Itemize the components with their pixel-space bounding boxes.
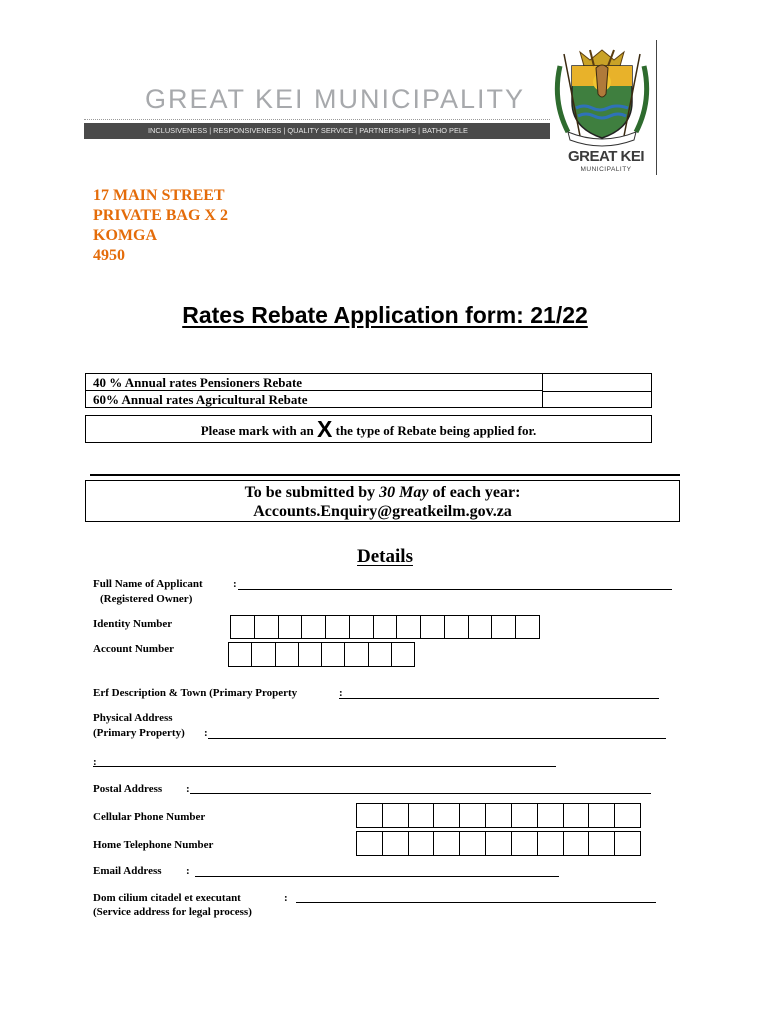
full-name-label: Full Name of Applicant (93, 578, 203, 590)
character-box[interactable] (469, 616, 493, 638)
erf-description-field[interactable] (339, 698, 659, 699)
account-number-label: Account Number (93, 643, 174, 655)
character-box[interactable] (392, 643, 415, 666)
character-box[interactable] (255, 616, 279, 638)
identity-number-label: Identity Number (93, 618, 173, 630)
domicilium-sublabel: (Service address for legal process) (93, 906, 252, 918)
character-box[interactable] (383, 804, 409, 827)
submission-deadline: To be submitted by 30 May of each year: (244, 484, 521, 501)
email-address-colon: : (186, 865, 190, 877)
physical-address-continued-colon: : (93, 756, 97, 768)
character-box[interactable] (409, 832, 435, 855)
domicilium-label: Dom cilium citadel et executant (93, 892, 241, 904)
character-box[interactable] (231, 616, 255, 638)
character-box[interactable] (445, 616, 469, 638)
physical-address-label: Physical Address (93, 712, 173, 724)
full-name-colon: : (233, 578, 237, 590)
character-box[interactable] (322, 643, 345, 666)
character-box[interactable] (589, 832, 615, 855)
character-box[interactable] (252, 643, 275, 666)
section-divider (90, 474, 680, 476)
character-box[interactable] (369, 643, 392, 666)
full-name-field[interactable] (238, 589, 672, 590)
full-name-sublabel: (Registered Owner) (100, 593, 193, 605)
character-box[interactable] (492, 616, 516, 638)
character-box[interactable] (512, 804, 538, 827)
domicilium-field[interactable] (296, 902, 656, 903)
postal-address-colon: : (186, 783, 190, 795)
character-box[interactable] (357, 804, 383, 827)
details-heading: Details (357, 546, 413, 567)
address-line-4: 4950 (93, 247, 125, 264)
coat-of-arms-icon (550, 46, 654, 150)
character-box[interactable] (302, 616, 326, 638)
rebate-option-agricultural: 60% Annual rates Agricultural Rebate (86, 391, 543, 408)
character-box[interactable] (538, 804, 564, 827)
character-box[interactable] (589, 804, 615, 827)
physical-address-field[interactable] (208, 738, 666, 739)
account-number-field[interactable] (228, 642, 415, 667)
character-box[interactable] (538, 832, 564, 855)
form-title: Rates Rebate Application form: 21/22 (182, 302, 588, 328)
rebate-option-pensioners: 40 % Annual rates Pensioners Rebate (86, 374, 543, 391)
character-box[interactable] (345, 643, 368, 666)
logo-subtitle: MUNICIPALITY (580, 166, 632, 173)
character-box[interactable] (326, 616, 350, 638)
rebate-options-table (85, 373, 652, 408)
erf-description-label: Erf Description & Town (Primary Property (93, 687, 298, 699)
erf-colon: : (339, 687, 343, 699)
character-box[interactable] (374, 616, 398, 638)
character-box[interactable] (299, 643, 322, 666)
character-box[interactable] (383, 832, 409, 855)
character-box[interactable] (615, 832, 641, 855)
character-box[interactable] (512, 832, 538, 855)
character-box[interactable] (516, 616, 540, 638)
character-box[interactable] (276, 643, 299, 666)
rebate-checkbox-agricultural[interactable] (543, 391, 651, 408)
submission-box (85, 480, 680, 522)
character-box[interactable] (350, 616, 374, 638)
title-divider (84, 119, 550, 120)
character-box[interactable] (434, 804, 460, 827)
physical-address-line-2-field[interactable] (93, 766, 556, 767)
character-box[interactable] (409, 804, 435, 827)
email-address-label: Email Address (93, 865, 162, 877)
postal-address-block (93, 186, 228, 266)
logo-name: GREAT KEI (567, 148, 645, 165)
address-line-1: 17 MAIN STREET (93, 187, 225, 204)
character-box[interactable] (397, 616, 421, 638)
address-line-2: PRIVATE BAG X 2 (93, 207, 228, 224)
municipality-logo (546, 40, 657, 175)
character-box[interactable] (564, 832, 590, 855)
submission-email: Accounts.Enquiry@greatkeilm.gov.za (253, 503, 512, 520)
physical-address-sublabel: (Primary Property) (93, 727, 185, 739)
character-box[interactable] (564, 804, 590, 827)
character-box[interactable] (615, 804, 641, 827)
rebate-checkbox-pensioners[interactable] (543, 374, 651, 392)
character-box[interactable] (357, 832, 383, 855)
cellular-phone-label: Cellular Phone Number (93, 811, 206, 823)
identity-number-field[interactable] (230, 615, 540, 639)
character-box[interactable] (460, 804, 486, 827)
character-box[interactable] (279, 616, 303, 638)
municipality-title: GREAT KEI MUNICIPALITY (145, 84, 526, 114)
instruction-box (85, 415, 652, 443)
address-line-3: KOMGA (93, 227, 157, 244)
instruction-text-after: the type of Rebate being applied for. (332, 423, 537, 438)
instruction-mark: X (317, 416, 333, 442)
tagline-bar: INCLUSIVENESS | RESPONSIVENESS | QUALITY SERVICE | PARTNERSHIPS | BATHO PELE (84, 123, 550, 139)
email-address-field[interactable] (195, 876, 559, 877)
character-box[interactable] (460, 832, 486, 855)
domicilium-colon: : (284, 892, 288, 904)
character-box[interactable] (486, 804, 512, 827)
physical-address-colon: : (204, 727, 208, 739)
postal-address-label: Postal Address (93, 783, 163, 795)
character-box[interactable] (486, 832, 512, 855)
character-box[interactable] (434, 832, 460, 855)
character-box[interactable] (421, 616, 445, 638)
instruction-text-before: Please mark with an (200, 423, 318, 438)
home-telephone-field[interactable] (356, 831, 641, 856)
character-box[interactable] (229, 643, 252, 666)
cellular-phone-field[interactable] (356, 803, 641, 828)
postal-address-field[interactable] (190, 793, 651, 794)
home-telephone-label: Home Telephone Number (93, 839, 214, 851)
